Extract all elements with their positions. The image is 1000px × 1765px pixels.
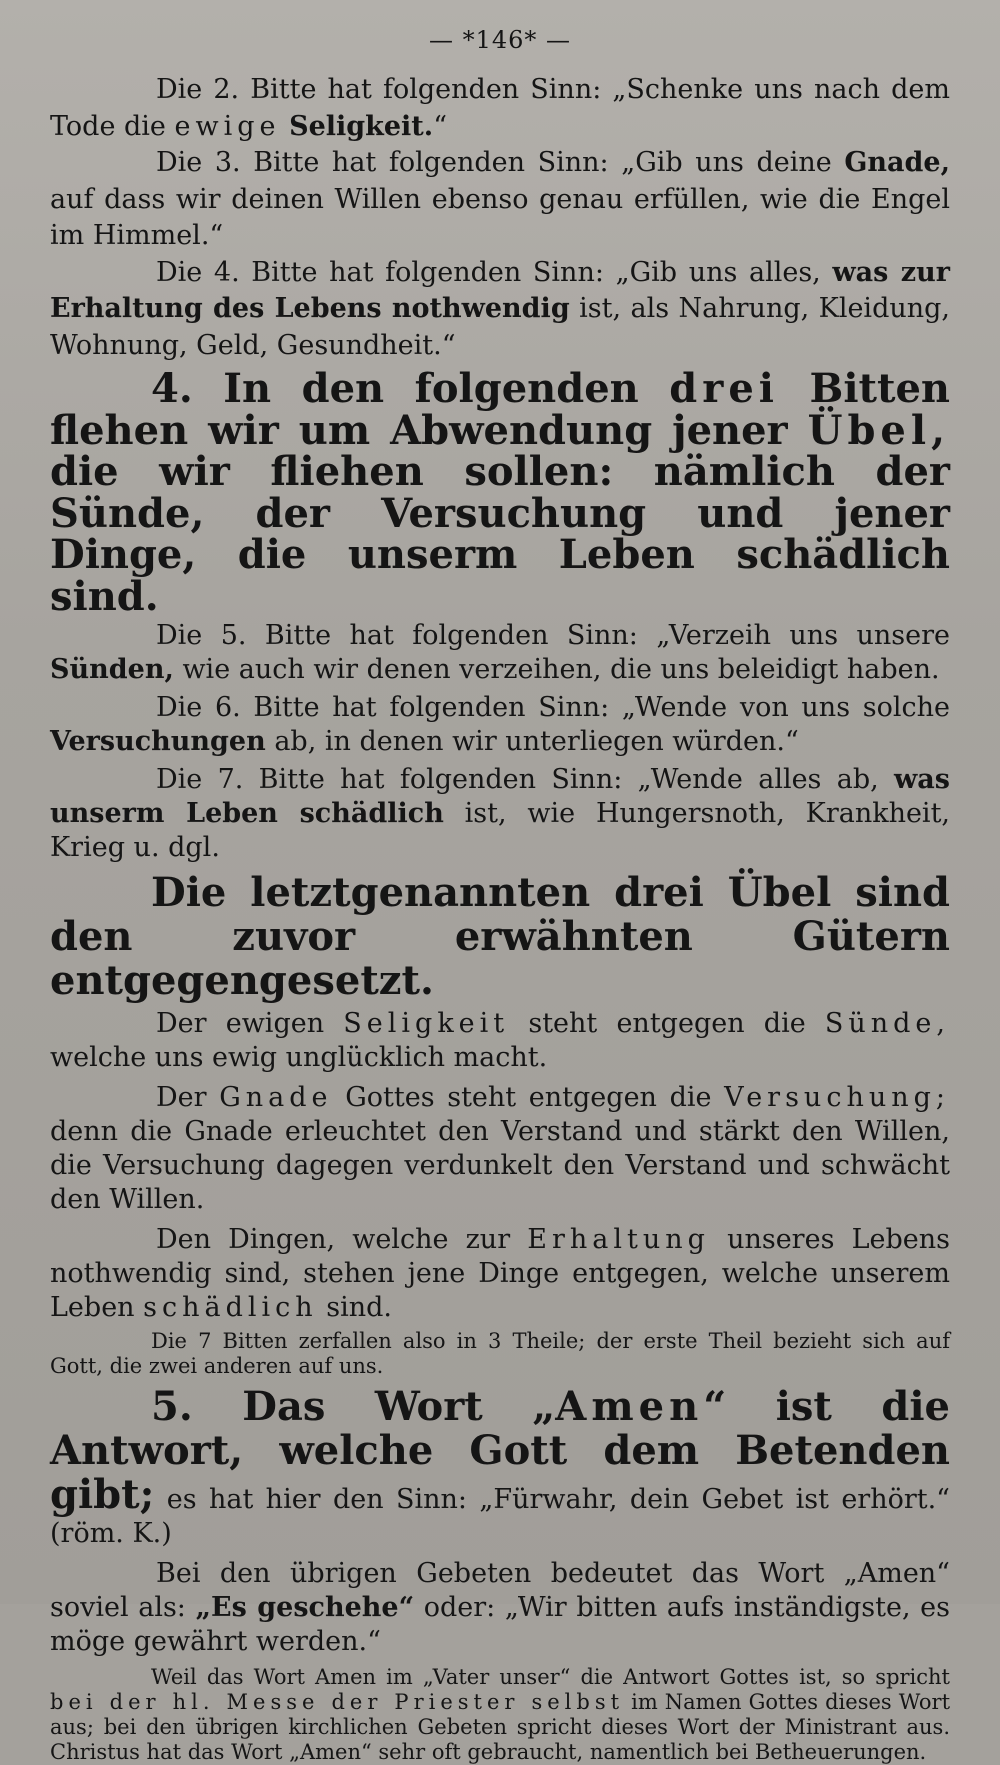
bold-text: “ ist die Antwort, welche Gott dem Betenden gibt; (50, 1383, 951, 1518)
text-run: steht entgegen die (509, 1008, 825, 1039)
page-number: — *146* — (428, 26, 572, 54)
footnote-three-parts: Die 7 Bitten zerfallen also in 3 Theile; der erste Theil bezieht sich auf Gott, die zwei anderen auf uns. (50, 1329, 950, 1378)
spaced-text: Seligkeit (343, 1008, 510, 1039)
bold-text: was unserm Leben schädlich (50, 764, 950, 829)
bold-text: 5. Das Wort „ (151, 1383, 556, 1430)
footnote-amen (50, 1665, 950, 1765)
text-run: Den Dingen, welche zur (156, 1224, 528, 1255)
text-run: auf dass wir deinen Willen ebenso genau erfüllen, wie die Engel im Himmel.“ (50, 183, 950, 251)
spaced-text: Versuchung; (724, 1082, 950, 1113)
spaced-text: drei (669, 365, 779, 412)
paragraph-seligkeit (50, 1007, 950, 1075)
heading-three-evils: Die letztgenannten drei Übel sind den zuvor erwähnten Gütern entgegengesetzt. (50, 869, 950, 1004)
paragraph-amen-meaning (50, 1557, 950, 1659)
text-run: Der ewigen (156, 1008, 344, 1039)
spaced-text: Sünde, (824, 1008, 950, 1039)
text-run: wie auch wir denen verzeihen, die uns beleidigt haben. (173, 654, 940, 685)
bold-text: Gnade, (844, 147, 950, 178)
text-run: Die 4. Bitte hat folgenden Sinn: „Gib uns alles, (156, 256, 833, 288)
text-run: Die 7. Bitte hat folgenden Sinn: „Wende alles ab, (156, 764, 895, 795)
text-run: ist, wie Hungersnoth, Krankheit, Krieg u. dgl. (50, 798, 951, 863)
text-run: denn die Gnade erleuchtet den Verstand und stärkt den Willen, die Versuchung dagegen verdunkelt den Verstand und schwächt den Willen. (50, 1116, 950, 1215)
paragraph-petition-3 (50, 145, 950, 255)
text-run: “ (433, 110, 447, 142)
text-run: ab, in denen wir unterliegen würden.“ (265, 726, 799, 757)
text-run: oder: „Wir bitten aufs inständigste, es möge gewährt werden.“ (50, 1592, 950, 1657)
paragraph-petition-5 (50, 619, 950, 687)
spaced-text: bei der hl. Messe der Priester selbst (50, 1690, 625, 1714)
paragraph-petition-7 (50, 763, 950, 865)
paragraph-gnade (50, 1081, 950, 1217)
paragraph-petition-6 (50, 691, 950, 759)
text-run: welche uns ewig unglücklich macht. (50, 1042, 548, 1073)
text-run: Bitten flehen wir um Abwendung jener (50, 365, 950, 454)
text-run: Weil das Wort Amen im „Vater unser“ die Antwort Gottes ist, so spricht (151, 1665, 950, 1689)
bold-text: Sünden, (50, 654, 174, 685)
text-run: sind. (317, 1292, 393, 1323)
paragraph-petition-4 (50, 255, 950, 365)
bold-text: „Es geschehe“ (195, 1592, 415, 1623)
spaced-text: ewige (174, 110, 281, 142)
text-run: Bei den übrigen Gebeten bedeutet das Wort „Amen“ soviel als: (50, 1558, 950, 1623)
heading-section-4 (50, 365, 950, 620)
text-run: Der (156, 1082, 220, 1113)
text-run: Die 3. Bitte hat folgenden Sinn: „Gib uns deine (156, 147, 845, 178)
text-run: ist, als Nahrung, Kleidung, Wohnung, Geld, Gesundheit.“ (50, 293, 950, 361)
text-run: Die 2. Bitte hat folgenden Sinn: „Schenke uns nach dem Tode die (50, 74, 950, 142)
bold-text: Versuchungen (50, 726, 266, 757)
spaced-bold-text: Amen (555, 1383, 704, 1430)
paragraph-petition-2 (50, 72, 950, 145)
text-run: Gottes steht entgegen die (332, 1082, 725, 1113)
text-run: unseres Lebens nothwendig sind, stehen jene Dinge entgegen, welche unserem Leben (50, 1224, 950, 1323)
bold-text: was zur Erhaltung des Lebens nothwendig (50, 256, 950, 324)
text-run: es hat hier den Sinn: „Fürwahr, dein Gebet ist erhört.“ (röm. K.) (50, 1484, 950, 1549)
bold-text: Seligkeit. (289, 110, 434, 142)
spaced-text: Gnade (219, 1082, 333, 1113)
text-run: im Namen Gottes dieses Wort aus; bei den übrigen kirchlichen Gebeten spricht dieses Wort der Ministrant aus. Christus hat das Wort „Amen“ sehr oft gebraucht, namentlich bei Betheuerungen. (50, 1690, 951, 1764)
page-content (50, 72, 950, 1765)
text-run: die wir fliehen sollen: nämlich der Sünde, der Versuchung und jener Dinge, die unserm Leben schädlich sind. (50, 448, 950, 620)
text-run: 4. In den folgenden (151, 365, 670, 412)
paragraph-erhaltung (50, 1223, 950, 1325)
spaced-text: Übel, (807, 406, 950, 454)
text-run: Die 6. Bitte hat folgenden Sinn: „Wende von uns solche (156, 692, 950, 723)
spaced-text: Erhaltung (527, 1224, 710, 1255)
heading-section-5 (50, 1385, 950, 1551)
text-run (281, 111, 290, 142)
text-run: Die 5. Bitte hat folgenden Sinn: „Verzeih uns unsere (156, 620, 950, 651)
spaced-text: schädlich (143, 1292, 318, 1323)
